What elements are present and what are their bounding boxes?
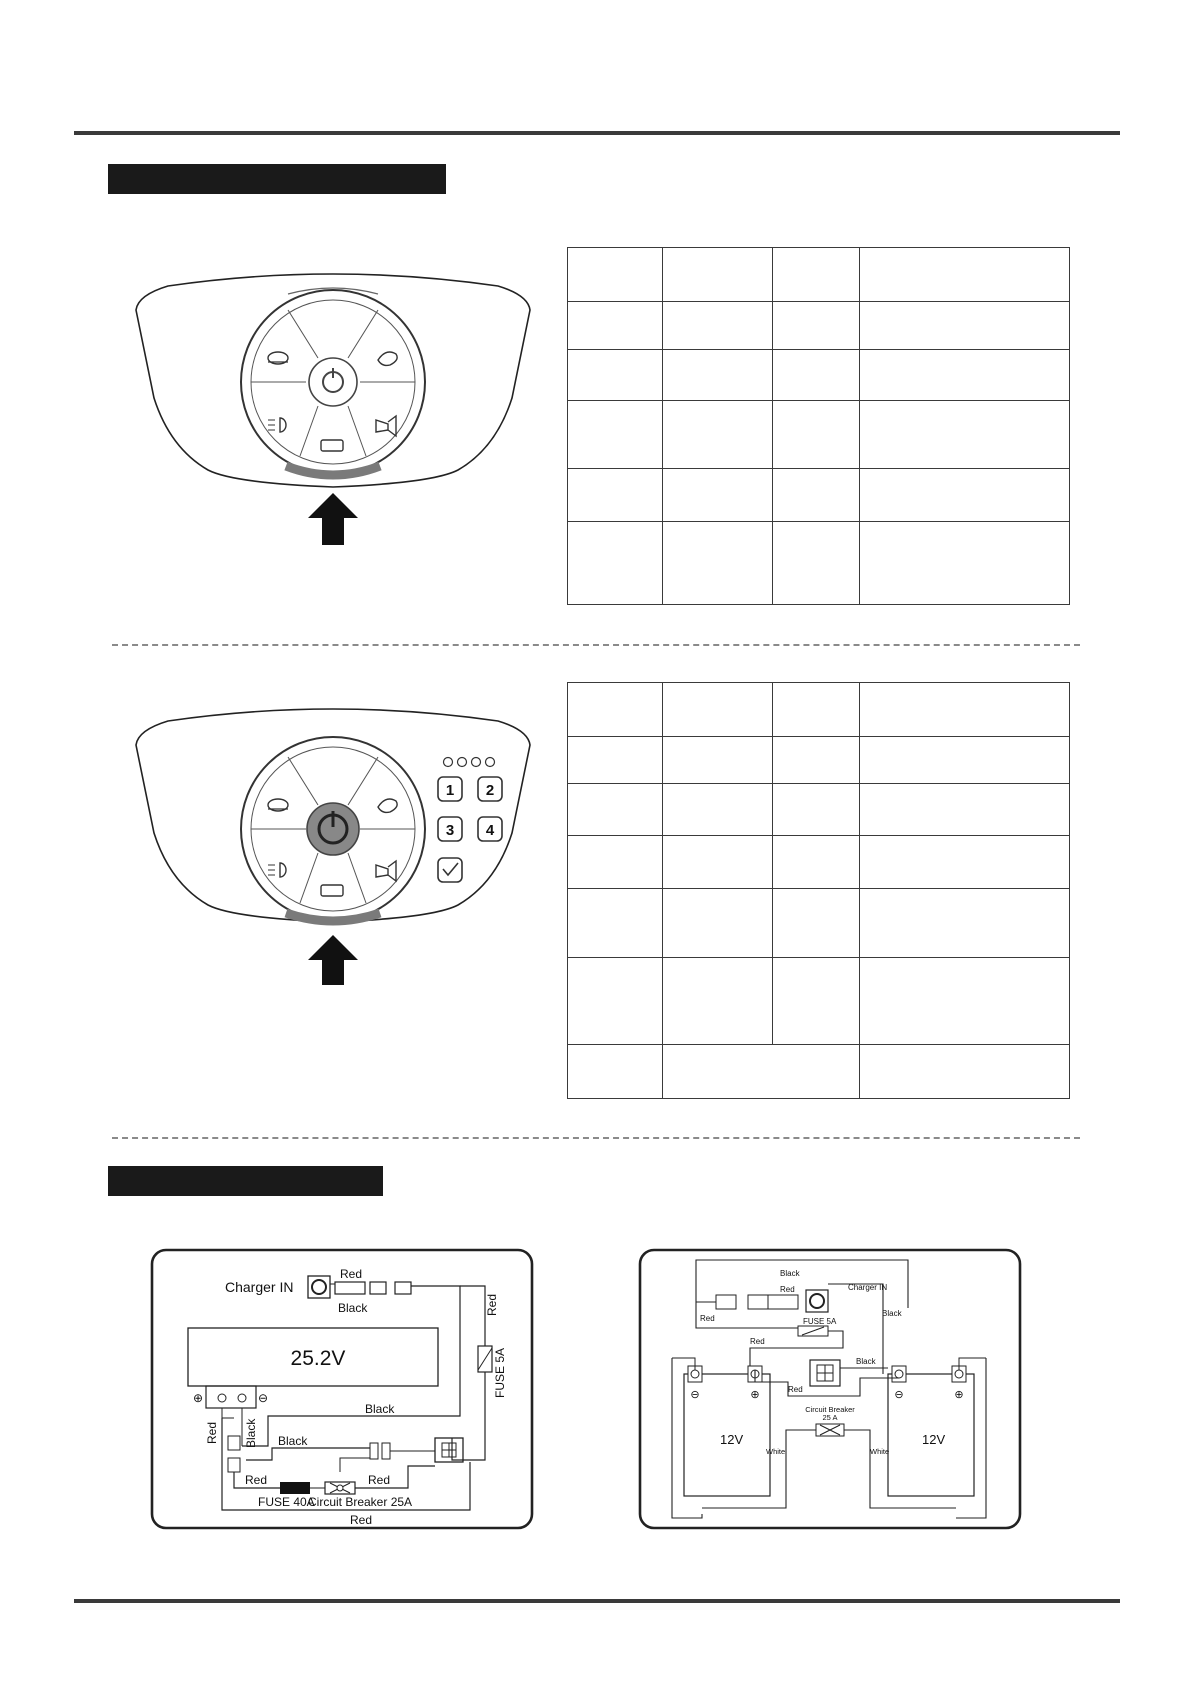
circuit-breaker-icon (325, 1482, 355, 1494)
wire-label-red: Red (700, 1314, 715, 1323)
section-divider (112, 644, 1080, 646)
rabbit-fast-icon[interactable] (378, 799, 397, 812)
fuse-5a-icon (478, 1346, 492, 1372)
wire-label-black: Black (882, 1309, 902, 1318)
table-basic (567, 247, 1070, 605)
wire-label-red: Red (485, 1293, 499, 1316)
table-cell (568, 302, 663, 350)
circuit-breaker-icon (816, 1424, 844, 1436)
section-heading-controls (108, 164, 446, 194)
table-cell (568, 836, 663, 889)
svg-text:2: 2 (485, 782, 495, 799)
memory-leds (444, 758, 495, 767)
battery-a-minus: ⊖ (690, 1389, 700, 1401)
horn-icon[interactable] (376, 416, 396, 436)
memory-key-3[interactable] (438, 817, 462, 841)
circuit-breaker-label: Circuit Breaker (805, 1405, 855, 1414)
turtle-slow-icon[interactable] (268, 352, 288, 364)
charger-socket-icon (308, 1276, 330, 1298)
rabbit-fast-icon[interactable] (378, 352, 397, 365)
section-divider (112, 1137, 1080, 1139)
charger-socket-icon (806, 1290, 828, 1312)
fuse-40a-label: FUSE 40A (258, 1495, 315, 1509)
battery-plus: ⊕ (192, 1391, 204, 1405)
table-cell (568, 737, 663, 784)
svg-text:1: 1 (445, 782, 455, 799)
charger-in-label: Charger IN (225, 1279, 294, 1295)
wire-label-red: Red (245, 1473, 268, 1487)
wire-label-red: Red (340, 1267, 363, 1281)
wire-label-red: Red (368, 1473, 391, 1487)
fuse-5a-label: FUSE 5A (493, 1347, 507, 1398)
power-button[interactable] (309, 358, 357, 406)
battery-b-plus: ⊕ (954, 1389, 964, 1401)
table-cell (568, 248, 663, 302)
power-button[interactable] (307, 803, 359, 855)
wire-label-white: White (870, 1447, 890, 1456)
section-heading-wiring (108, 1166, 383, 1196)
svg-text:4: 4 (485, 822, 495, 839)
table-cell (568, 958, 663, 1045)
fuse-5a-icon (798, 1326, 828, 1336)
table-cell (568, 350, 663, 401)
wire-label-black: Black (278, 1434, 308, 1448)
control-panel-basic (128, 270, 538, 545)
table-cell (568, 683, 663, 737)
wire-label-red: Red (750, 1337, 765, 1346)
wire-label-red: Red (788, 1385, 803, 1394)
arrow-up-icon (308, 935, 358, 985)
table-memory (567, 682, 1070, 1099)
wiring-diagram-dual-battery (638, 1248, 1023, 1532)
wire-label-black: Black (780, 1269, 800, 1278)
memory-key-4[interactable] (478, 817, 502, 841)
control-panel-memory (128, 705, 538, 985)
wire-label-red: Red (350, 1513, 373, 1527)
memory-key-1[interactable] (438, 777, 462, 801)
wire-label-red: Red (205, 1421, 219, 1444)
relay-icon (810, 1360, 840, 1386)
fuse-40a-icon (280, 1482, 310, 1494)
svg-text:3: 3 (445, 822, 455, 839)
wire-label-black: Black (856, 1357, 876, 1366)
charger-in-label: Charger IN (848, 1283, 888, 1292)
headlight-icon[interactable] (268, 863, 286, 877)
battery-icon[interactable] (321, 885, 343, 896)
wire-label-black: Black (338, 1301, 368, 1315)
battery-b-minus: ⊖ (894, 1389, 904, 1401)
fuse-5a-label: FUSE 5A (803, 1317, 837, 1326)
circuit-breaker-rating: 25 A (822, 1413, 838, 1422)
bottom-rule (74, 1599, 1120, 1603)
wire-label-red: Red (780, 1285, 795, 1294)
headlight-icon[interactable] (268, 418, 286, 432)
arrow-up-icon (308, 493, 358, 545)
turtle-slow-icon[interactable] (268, 799, 288, 811)
battery-a-voltage: 12V (720, 1432, 744, 1447)
memory-key-2[interactable] (478, 777, 502, 801)
table-cell (568, 469, 663, 522)
table-cell (568, 522, 663, 605)
table-cell (568, 784, 663, 836)
battery-a-plus: ⊕ (750, 1389, 760, 1401)
wiring-diagram-single-battery (150, 1248, 535, 1532)
relay-icon (435, 1438, 463, 1462)
battery-b-voltage: 12V (922, 1432, 946, 1447)
battery-minus: ⊖ (257, 1391, 269, 1405)
wire-label-white: White (766, 1447, 786, 1456)
battery-icon[interactable] (321, 440, 343, 451)
table-cell (568, 1045, 663, 1099)
top-rule (74, 131, 1120, 135)
button-ring (241, 288, 425, 475)
wire-label-black: Black (365, 1402, 395, 1416)
circuit-breaker-label: Circuit Breaker 25A (308, 1495, 413, 1509)
battery-voltage: 25.2V (290, 1347, 346, 1370)
horn-icon[interactable] (376, 861, 396, 881)
table-cell (568, 889, 663, 958)
table-cell (568, 401, 663, 469)
check-icon[interactable] (438, 858, 462, 882)
wire-label-black: Black (244, 1418, 258, 1448)
